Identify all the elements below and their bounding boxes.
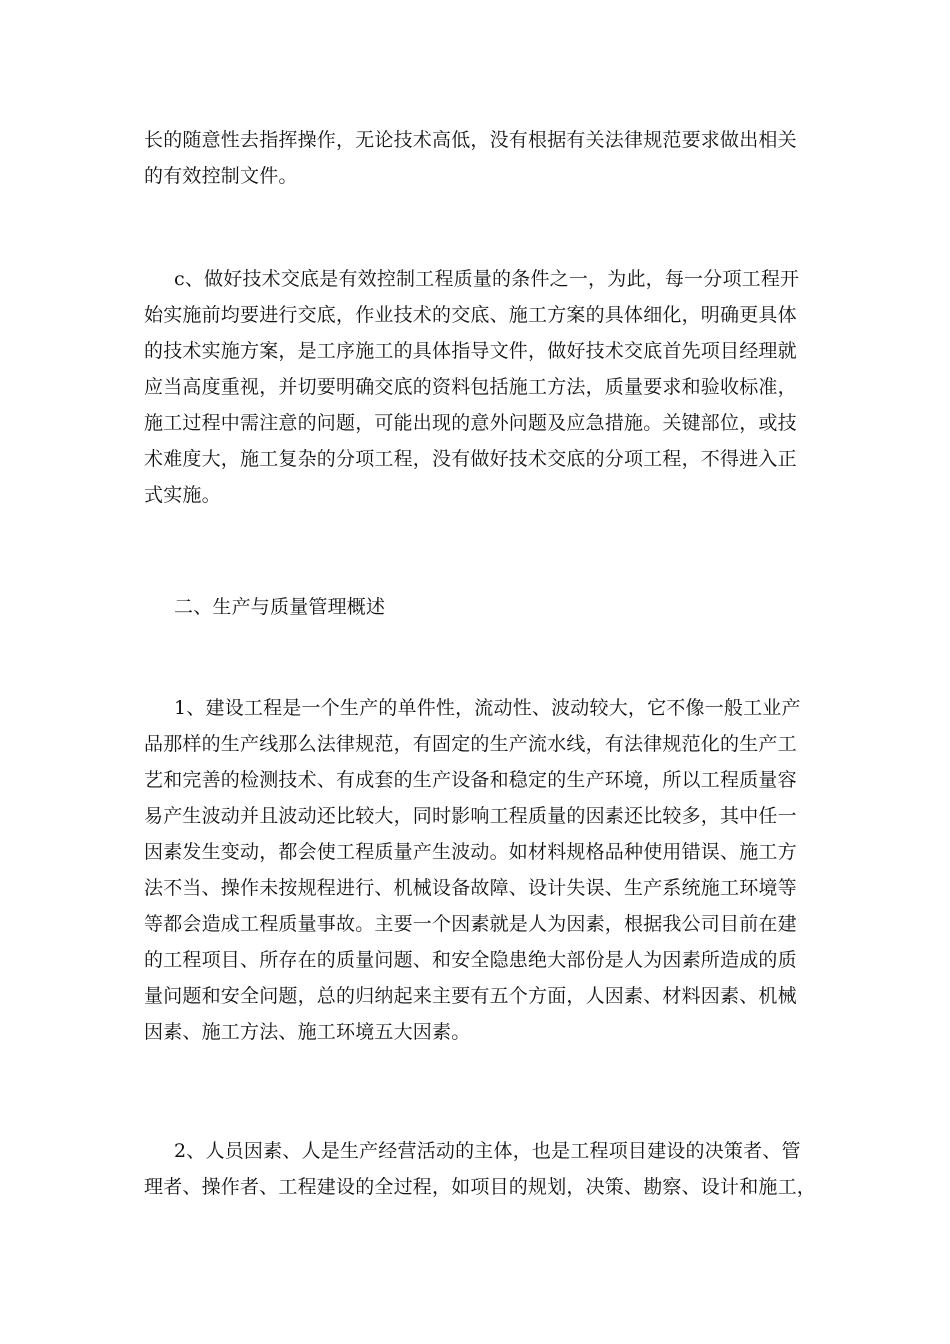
- paragraph-personnel-factor: [144, 1133, 817, 1205]
- paragraph-continued: [144, 122, 812, 194]
- heading-text: 二、生产与质量管理概述: [174, 596, 386, 618]
- paragraph-production-overview: [144, 690, 812, 1050]
- text-line: 艺和完善的检测技术、有成套的生产设备和稳定的生产环境，所以工程质量容: [144, 769, 797, 791]
- text-line: 品那样的生产线那么法律规范，有固定的生产流水线，有法律规范化的生产工: [144, 733, 797, 755]
- text-line: 长的随意性去指挥操作，无论技术高低，没有根据有关法律规范要求做出相关: [144, 129, 797, 151]
- text-line: 的工程项目、所存在的质量问题、和安全隐患绝大部份是人为因素所造成的质: [144, 949, 797, 971]
- text-line: 量问题和安全问题，总的归纳起来主要有五个方面，人因素、材料因素、机械: [144, 985, 797, 1007]
- text-line: 应当高度重视，并切要明确交底的资料包括施工方法，质量要求和验收标准，: [144, 376, 797, 398]
- text-line: 等都会造成工程质量事故。主要一个因素就是人为因素，根据我公司目前在建: [144, 913, 797, 935]
- text-line: 因素、施工方法、施工环境五大因素。: [144, 1021, 471, 1043]
- text-line: 易产生波动并且波动还比较大，同时影响工程质量的因素还比较多，其中任一: [144, 805, 797, 827]
- text-line: 理者、操作者、工程建设的全过程，如项目的规划，决策、勘察、设计和施工，: [144, 1176, 817, 1198]
- text-line: 的有效控制文件。: [144, 165, 298, 187]
- text-line: 法不当、操作未按规程进行、机械设备故障、设计失误、生产系统施工环境等: [144, 877, 797, 899]
- text-line: 式实施。: [144, 484, 221, 506]
- text-line: 始实施前均要进行交底，作业技术的交底、施工方案的具体细化，明确更具体: [144, 304, 797, 326]
- section-heading: [144, 589, 812, 625]
- paragraph-technical-briefing: [144, 261, 812, 513]
- text-line: 施工过程中需注意的问题，可能出现的意外问题及应急措施。关键部位，或技: [144, 412, 797, 434]
- text-line: 术难度大，施工复杂的分项工程，没有做好技术交底的分项工程，不得进入正: [144, 448, 797, 470]
- text-line: 1、建设工程是一个生产的单件性，流动性、波动较大，它不像一般工业产: [174, 697, 801, 719]
- text-line: 2、人员因素、人是生产经营活动的主体，也是工程项目建设的决策者、管: [174, 1140, 801, 1162]
- text-line: c、做好技术交底是有效控制工程质量的条件之一，为此，每一分项工程开: [174, 268, 800, 290]
- text-line: 的技术实施方案，是工序施工的具体指导文件，做好技术交底首先项目经理就: [144, 340, 797, 362]
- text-line: 因素发生变动，都会使工程质量产生波动。如材料规格品种使用错误、施工方: [144, 841, 797, 863]
